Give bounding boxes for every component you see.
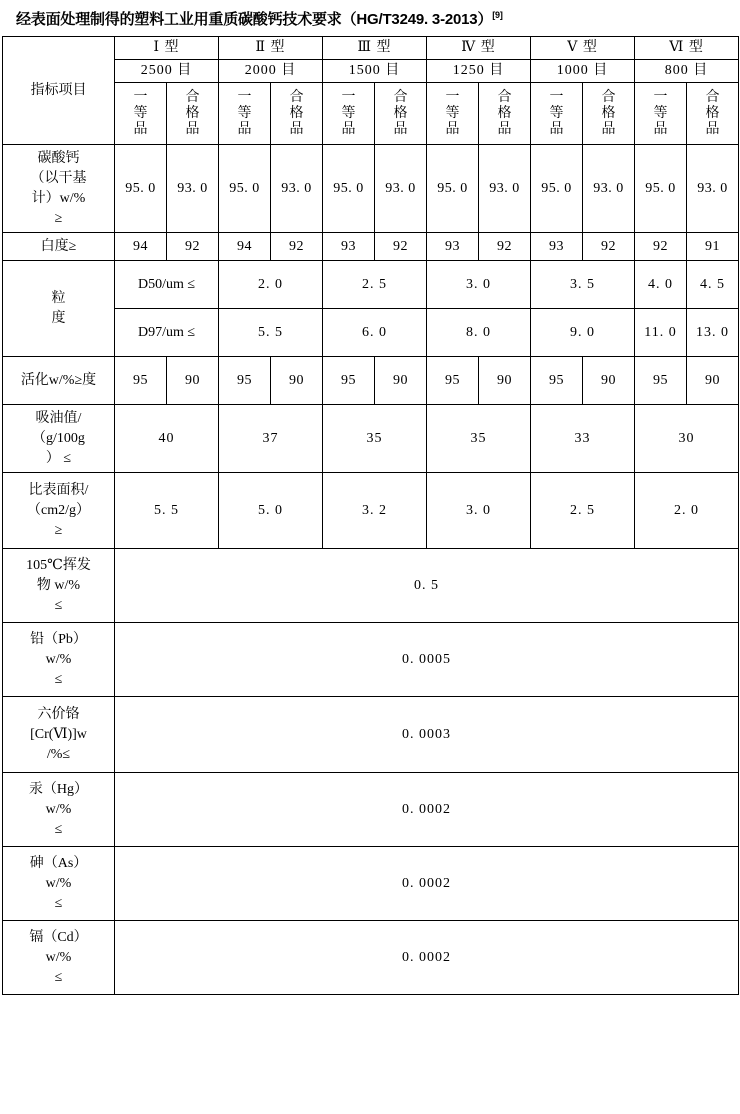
cell-d50-4: 4. 0 bbox=[635, 261, 687, 309]
cell-d97-3: 9. 0 bbox=[531, 309, 635, 357]
header-grade-pass-6: 合 格 品 bbox=[687, 83, 739, 145]
row-label-volatile: 105℃挥发 物 w/% ≤ bbox=[3, 549, 115, 623]
cell-whiteness-9: 92 bbox=[583, 233, 635, 261]
cell-caco3-8: 95. 0 bbox=[531, 145, 583, 233]
cell-caco3-9: 93. 0 bbox=[583, 145, 635, 233]
header-mesh-4: 1250 目 bbox=[427, 60, 531, 83]
header-mesh-1: 2500 目 bbox=[115, 60, 219, 83]
header-type-2: Ⅱ 型 bbox=[219, 37, 323, 60]
cell-activation-6: 95 bbox=[427, 357, 479, 405]
header-type-1: Ⅰ 型 bbox=[115, 37, 219, 60]
cell-whiteness-6: 93 bbox=[427, 233, 479, 261]
cell-whiteness-3: 92 bbox=[271, 233, 323, 261]
cell-surface-0: 5. 5 bbox=[115, 473, 219, 549]
cell-d50-1: 2. 5 bbox=[323, 261, 427, 309]
table-header-type-row bbox=[3, 37, 739, 60]
cell-activation-10: 95 bbox=[635, 357, 687, 405]
header-index-item: 指标项目 bbox=[3, 37, 115, 145]
cell-d50-5: 4. 5 bbox=[687, 261, 739, 309]
cell-d50-0: 2. 0 bbox=[219, 261, 323, 309]
header-mesh-5: 1000 目 bbox=[531, 60, 635, 83]
header-type-4: Ⅳ 型 bbox=[427, 37, 531, 60]
header-type-6: Ⅵ 型 bbox=[635, 37, 739, 60]
cell-caco3-4: 95. 0 bbox=[323, 145, 375, 233]
cell-surface-5: 2. 0 bbox=[635, 473, 739, 549]
row-label-arsenic: 砷（As） w/% ≤ bbox=[3, 847, 115, 921]
cell-lead-value: 0. 0005 bbox=[115, 623, 739, 697]
row-label-d50: D50/um ≤ bbox=[115, 261, 219, 309]
cell-activation-9: 90 bbox=[583, 357, 635, 405]
table-row-volatile bbox=[3, 549, 739, 623]
cell-activation-0: 95 bbox=[115, 357, 167, 405]
cell-d97-4: 11. 0 bbox=[635, 309, 687, 357]
header-grade-first-2: 一 等 品 bbox=[219, 83, 271, 145]
cell-activation-5: 90 bbox=[375, 357, 427, 405]
row-label-activation: 活化w/%≥度 bbox=[3, 357, 115, 405]
cell-caco3-11: 93. 0 bbox=[687, 145, 739, 233]
header-type-5: Ⅴ 型 bbox=[531, 37, 635, 60]
cell-surface-1: 5. 0 bbox=[219, 473, 323, 549]
table-row-caco3 bbox=[3, 145, 739, 233]
cell-surface-2: 3. 2 bbox=[323, 473, 427, 549]
cell-surface-3: 3. 0 bbox=[427, 473, 531, 549]
page-title-text: 经表面处理制得的塑料工业用重质碳酸钙技术要求（HG/T3249. 3-2013） bbox=[16, 11, 493, 28]
cell-d97-0: 5. 5 bbox=[219, 309, 323, 357]
cell-caco3-5: 93. 0 bbox=[375, 145, 427, 233]
cell-volatile-value: 0. 5 bbox=[115, 549, 739, 623]
table-row-d50 bbox=[3, 261, 739, 309]
cell-caco3-0: 95. 0 bbox=[115, 145, 167, 233]
cell-activation-3: 90 bbox=[271, 357, 323, 405]
header-type-3: Ⅲ 型 bbox=[323, 37, 427, 60]
cell-whiteness-10: 92 bbox=[635, 233, 687, 261]
row-label-oil-absorption: 吸油值/ （g/100g ） ≤ bbox=[3, 405, 115, 473]
cell-surface-4: 2. 5 bbox=[531, 473, 635, 549]
row-label-d97: D97/um ≤ bbox=[115, 309, 219, 357]
cell-cadmium-value: 0. 0002 bbox=[115, 921, 739, 995]
row-label-specific-surface: 比表面积/ （cm2/g） ≥ bbox=[3, 473, 115, 549]
cell-mercury-value: 0. 0002 bbox=[115, 773, 739, 847]
header-grade-first-1: 一 等 品 bbox=[115, 83, 167, 145]
row-label-granularity: 粒 度 bbox=[3, 261, 115, 357]
cell-caco3-6: 95. 0 bbox=[427, 145, 479, 233]
table-row-lead bbox=[3, 623, 739, 697]
header-mesh-6: 800 目 bbox=[635, 60, 739, 83]
row-label-caco3: 碳酸钙 （以干基 计）w/% ≥ bbox=[3, 145, 115, 233]
cell-whiteness-4: 93 bbox=[323, 233, 375, 261]
cell-activation-11: 90 bbox=[687, 357, 739, 405]
table-row-activation bbox=[3, 357, 739, 405]
table-row-chromium bbox=[3, 697, 739, 773]
cell-whiteness-1: 92 bbox=[167, 233, 219, 261]
cell-oil-0: 40 bbox=[115, 405, 219, 473]
cell-oil-4: 33 bbox=[531, 405, 635, 473]
table-row-arsenic bbox=[3, 847, 739, 921]
table-row-oil-absorption bbox=[3, 405, 739, 473]
table-row-specific-surface bbox=[3, 473, 739, 549]
page-title bbox=[0, 0, 740, 36]
cell-chromium-value: 0. 0003 bbox=[115, 697, 739, 773]
cell-activation-1: 90 bbox=[167, 357, 219, 405]
cell-arsenic-value: 0. 0002 bbox=[115, 847, 739, 921]
cell-d97-2: 8. 0 bbox=[427, 309, 531, 357]
cell-whiteness-8: 93 bbox=[531, 233, 583, 261]
cell-whiteness-11: 91 bbox=[687, 233, 739, 261]
table-row-mercury bbox=[3, 773, 739, 847]
cell-d50-2: 3. 0 bbox=[427, 261, 531, 309]
cell-whiteness-7: 92 bbox=[479, 233, 531, 261]
cell-caco3-3: 93. 0 bbox=[271, 145, 323, 233]
cell-d97-5: 13. 0 bbox=[687, 309, 739, 357]
cell-caco3-10: 95. 0 bbox=[635, 145, 687, 233]
header-grade-pass-1: 合 格 品 bbox=[167, 83, 219, 145]
cell-activation-8: 95 bbox=[531, 357, 583, 405]
header-grade-pass-5: 合 格 品 bbox=[583, 83, 635, 145]
header-grade-first-3: 一 等 品 bbox=[323, 83, 375, 145]
row-label-mercury: 汞（Hg） w/% ≤ bbox=[3, 773, 115, 847]
header-grade-pass-2: 合 格 品 bbox=[271, 83, 323, 145]
cell-d97-1: 6. 0 bbox=[323, 309, 427, 357]
row-label-chromium: 六价铬 [Cr(Ⅵ)]w /%≤ bbox=[3, 697, 115, 773]
header-mesh-2: 2000 目 bbox=[219, 60, 323, 83]
header-grade-pass-4: 合 格 品 bbox=[479, 83, 531, 145]
spec-table bbox=[2, 36, 739, 995]
header-grade-first-4: 一 等 品 bbox=[427, 83, 479, 145]
header-grade-first-6: 一 等 品 bbox=[635, 83, 687, 145]
cell-d50-3: 3. 5 bbox=[531, 261, 635, 309]
cell-activation-2: 95 bbox=[219, 357, 271, 405]
table-row-cadmium bbox=[3, 921, 739, 995]
row-label-cadmium: 镉（Cd） w/% ≤ bbox=[3, 921, 115, 995]
cell-oil-3: 35 bbox=[427, 405, 531, 473]
cell-oil-1: 37 bbox=[219, 405, 323, 473]
header-grade-pass-3: 合 格 品 bbox=[375, 83, 427, 145]
cell-whiteness-5: 92 bbox=[375, 233, 427, 261]
cell-caco3-7: 93. 0 bbox=[479, 145, 531, 233]
cell-activation-7: 90 bbox=[479, 357, 531, 405]
cell-caco3-1: 93. 0 bbox=[167, 145, 219, 233]
cell-oil-2: 35 bbox=[323, 405, 427, 473]
cell-activation-4: 95 bbox=[323, 357, 375, 405]
title-footnote-marker: [9] bbox=[492, 10, 503, 20]
cell-caco3-2: 95. 0 bbox=[219, 145, 271, 233]
cell-oil-5: 30 bbox=[635, 405, 739, 473]
row-label-whiteness: 白度≥ bbox=[3, 233, 115, 261]
cell-whiteness-0: 94 bbox=[115, 233, 167, 261]
row-label-lead: 铅（Pb） w/% ≤ bbox=[3, 623, 115, 697]
header-grade-first-5: 一 等 品 bbox=[531, 83, 583, 145]
cell-whiteness-2: 94 bbox=[219, 233, 271, 261]
table-row-whiteness bbox=[3, 233, 739, 261]
header-mesh-3: 1500 目 bbox=[323, 60, 427, 83]
